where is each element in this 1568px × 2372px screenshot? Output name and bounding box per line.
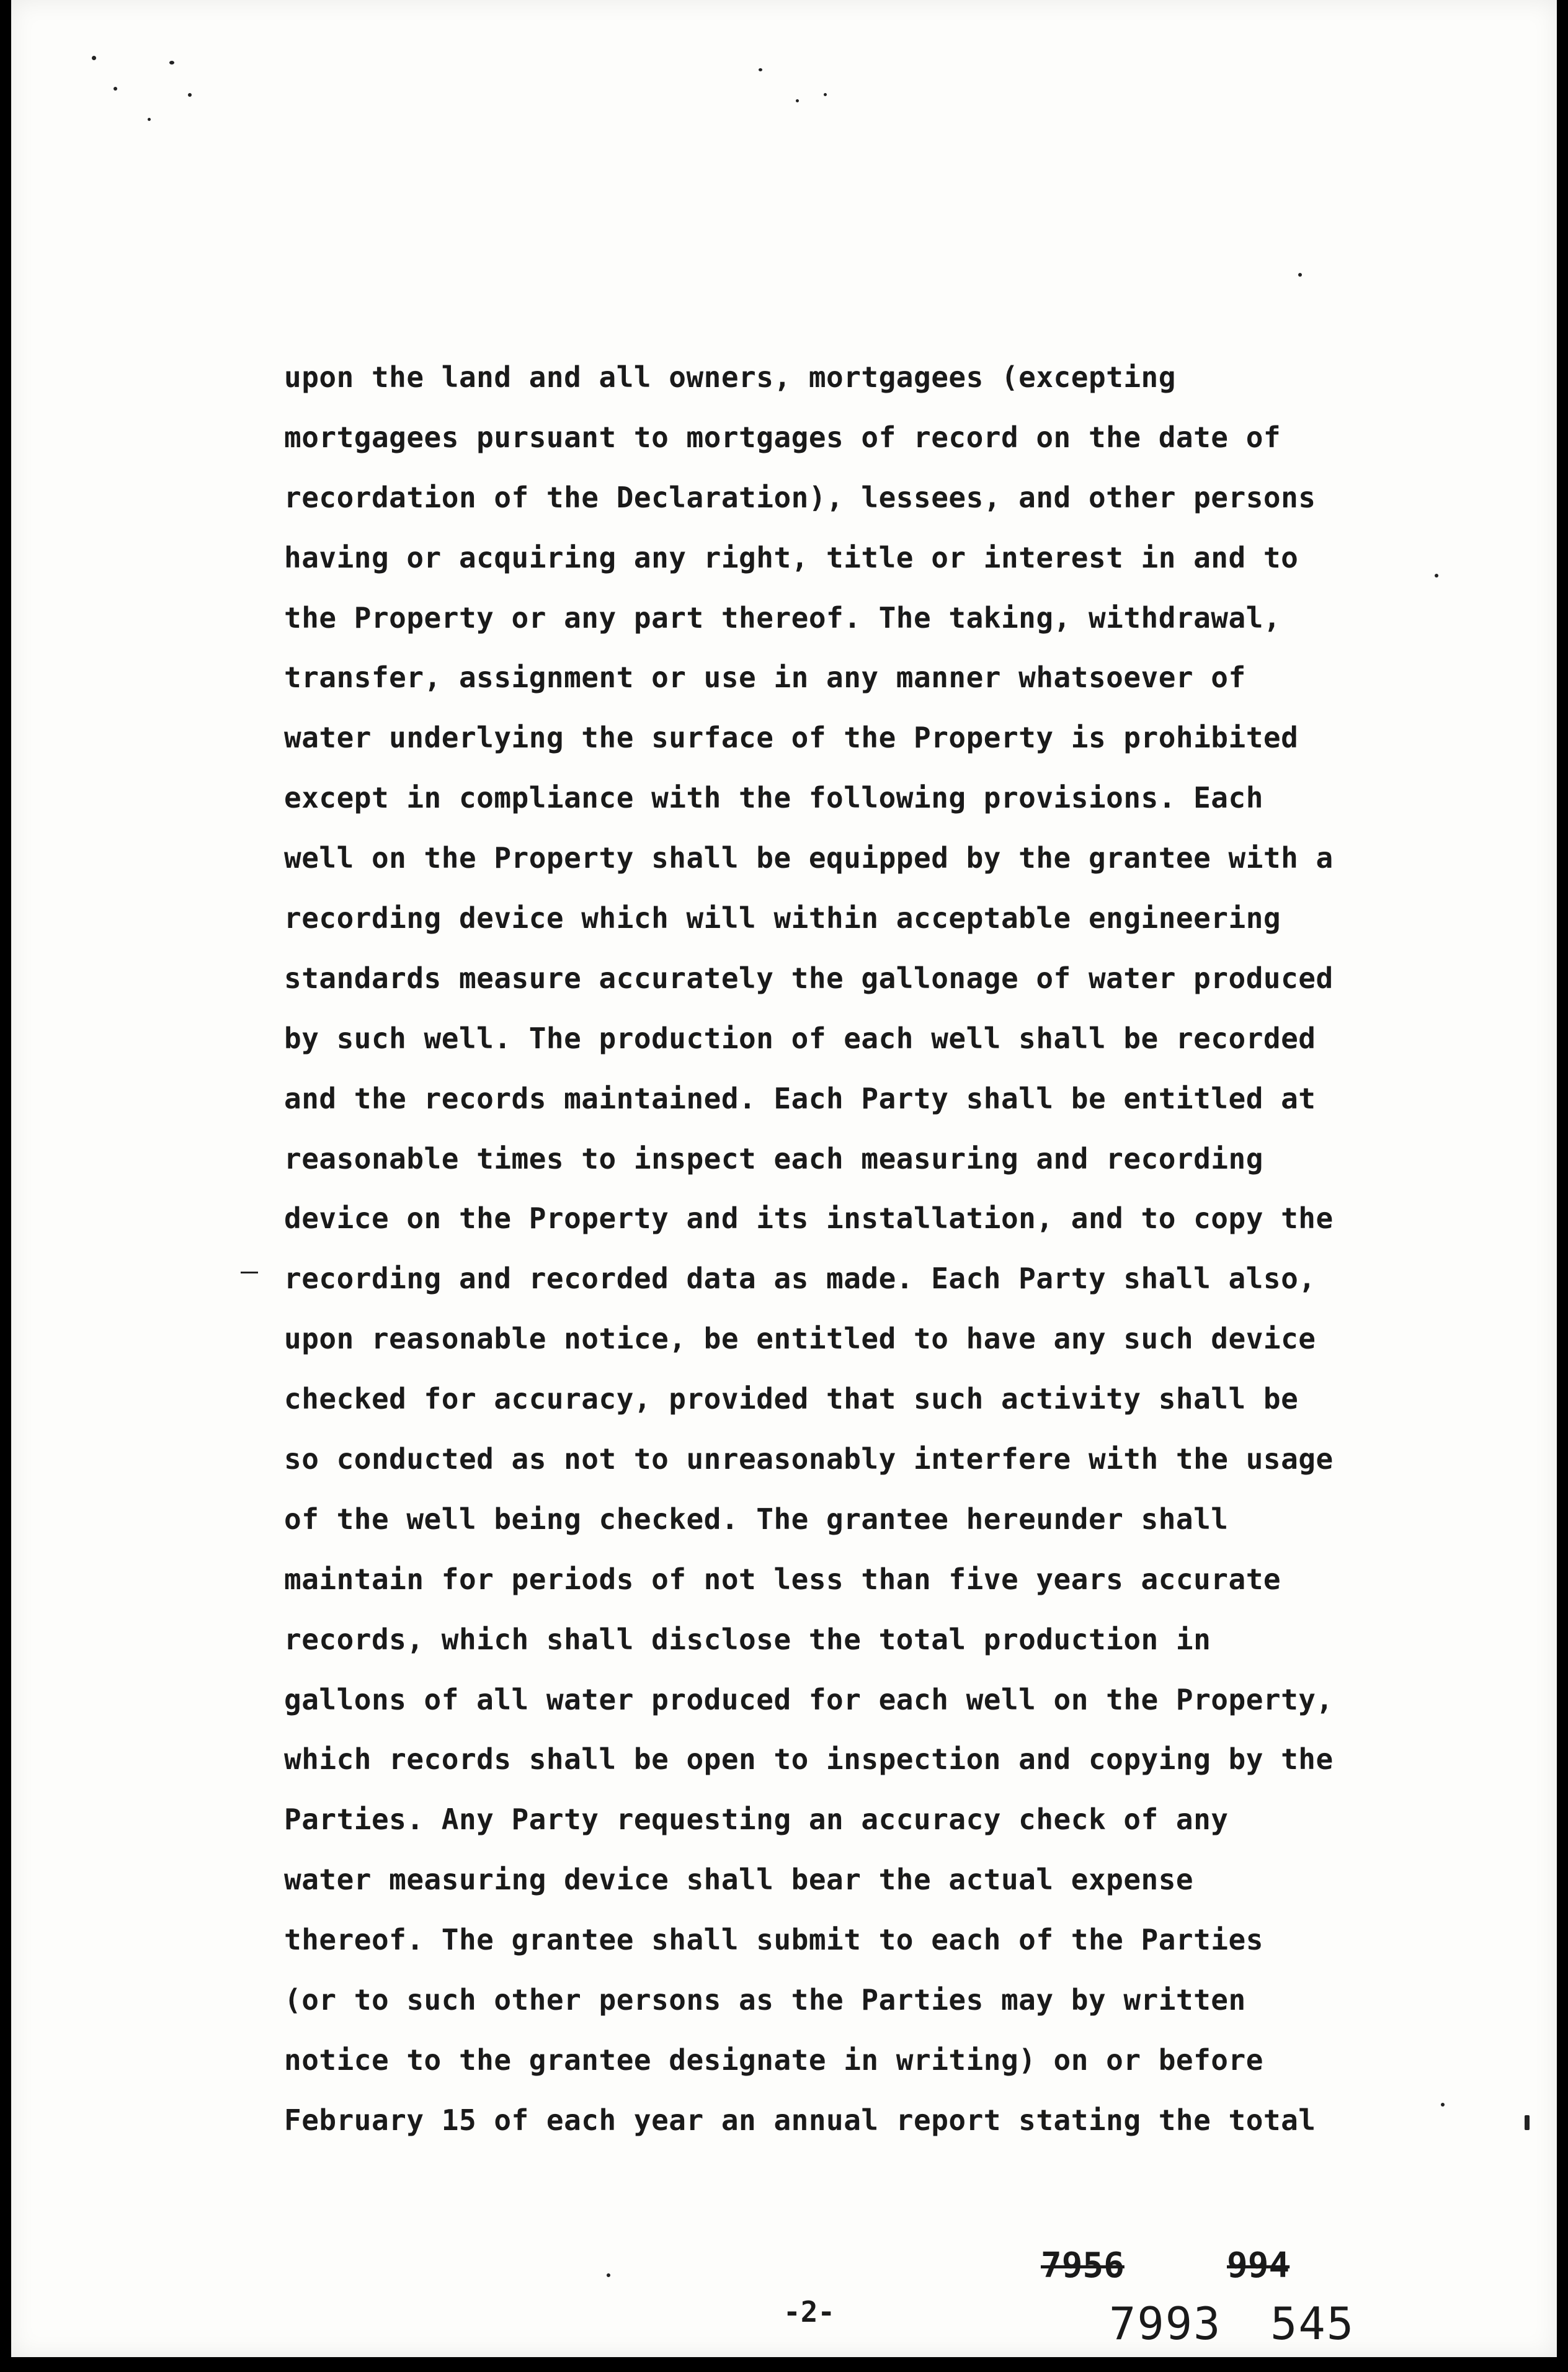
text-line: so conducted as not to unreasonably interfere with the usage [284,1442,1334,1476]
text-line: device on the Property and its installation, and to copy the [284,1202,1334,1236]
scan-speck [607,2273,610,2277]
paper-sheet [11,0,1557,2357]
text-line: transfer, assignment or use in any manner whatsoever of [284,661,1246,695]
struck-reference-right: 994 [1227,2245,1290,2286]
scan-speck [188,93,192,97]
scan-speck [796,99,799,102]
text-line: having or acquiring any right, title or interest in and to [284,540,1299,574]
scan-speck [759,68,762,71]
text-line: maintain for periods of not less than five years accurate [284,1562,1281,1596]
recording-reference-left: 7993 [1109,2298,1222,2350]
text-line: mortgagees pursuant to mortgages of record on the date of [284,420,1281,454]
text-line: recording and recorded data as made. Each Party shall also, [284,1262,1316,1296]
scan-speck [114,87,117,91]
text-line: reasonable times to inspect each measuring and recording [284,1141,1263,1175]
text-line: upon the land and all owners, mortgagees (excepting [284,360,1176,394]
text-line: (or to such other persons as the Parties may by written [284,1983,1246,2017]
text-line: water underlying the surface of the Property is prohibited [284,721,1299,755]
text-line: of the well being checked. The grantee hereunder shall [284,1502,1229,1536]
text-line: Parties. Any Party requesting an accuracy check of any [284,1803,1229,1837]
text-line: notice to the grantee designate in writing) on or before [284,2043,1263,2077]
scan-edge-bottom [0,2357,1568,2372]
scan-speck [1435,574,1438,577]
scan-speck [241,1272,258,1273]
scan-speck [1441,2103,1445,2107]
scan-speck [148,118,151,121]
scan-speck [1525,2115,1530,2130]
text-line: checked for accuracy, provided that such activity shall be [284,1382,1299,1416]
scan-speck [169,61,174,65]
text-line: and the records maintained. Each Party shall be entitled at [284,1081,1316,1115]
scan-edge-left [0,0,11,2372]
text-line: records, which shall disclose the total production in [284,1622,1211,1656]
struck-reference-left: 7956 [1041,2245,1125,2286]
scan-speck [824,93,827,96]
recording-reference-right: 545 [1270,2298,1355,2350]
text-line: upon reasonable notice, be entitled to have any such device [284,1322,1316,1356]
scan-speck [92,56,96,60]
text-line: which records shall be open to inspection and copying by the [284,1742,1334,1777]
body-text [284,347,1438,2151]
text-line: well on the Property shall be equipped by the grantee with a [284,841,1334,875]
scan-speck [1298,273,1302,277]
text-line: thereof. The grantee shall submit to each of the Parties [284,1923,1263,1957]
text-line: water measuring device shall bear the actual expense [284,1863,1194,1897]
scan-edge-right [1557,0,1568,2372]
text-line: except in compliance with the following provisions. Each [284,781,1263,815]
text-line: by such well. The production of each well shall be recorded [284,1021,1316,1055]
text-line: recording device which will within acceptable engineering [284,901,1281,935]
text-line: recordation of the Declaration), lessees, and other persons [284,480,1316,514]
text-line: February 15 of each year an annual report stating the total [284,2103,1316,2137]
text-line: the Property or any part thereof. The taking, withdrawal, [284,600,1281,635]
page-number: -2- [783,2295,835,2329]
text-line: standards measure accurately the gallonage of water produced [284,961,1334,995]
text-line: gallons of all water produced for each well on the Property, [284,1682,1334,1716]
